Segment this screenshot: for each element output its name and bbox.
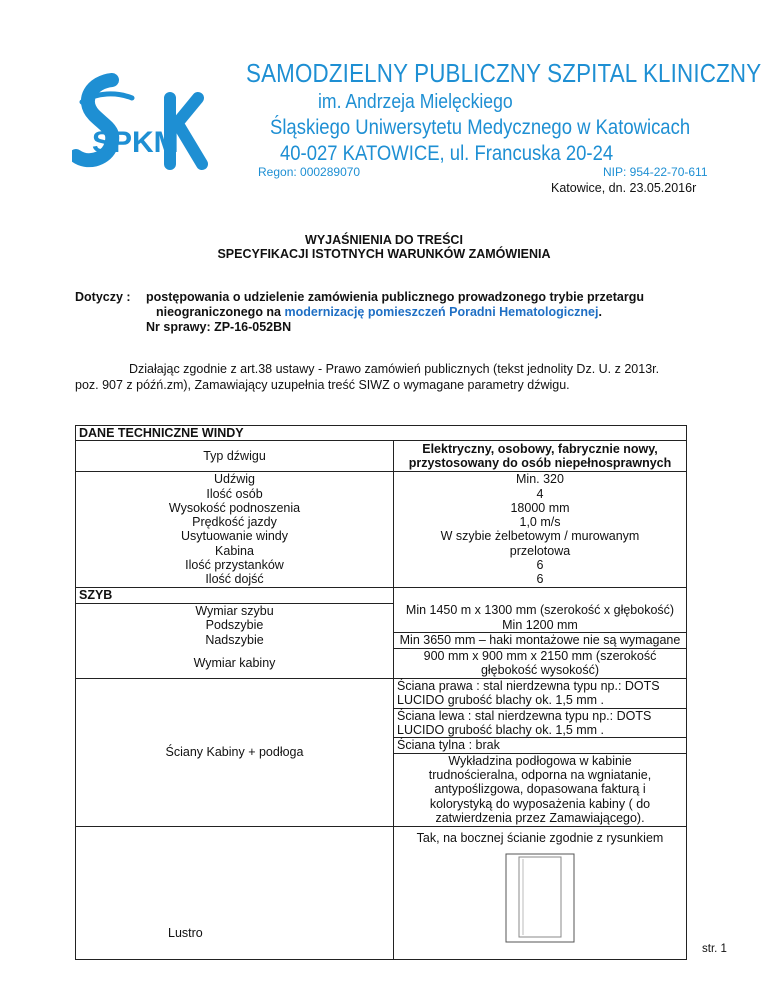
- wall-left: Ściana lewa : stal nierdzewna typu np.: DOTS LUCIDO grubość blachy ok. 1,5 mm .: [394, 708, 687, 738]
- hospital-university: Śląskiego Uniwersytetu Medycznego w Katowicach: [270, 116, 691, 139]
- spec-label: Udźwig: [76, 472, 394, 487]
- hospital-name: SAMODZIELNY PUBLICZNY SZPITAL KLINICZNY: [246, 58, 762, 88]
- spec-label: Usytuowanie windy: [76, 529, 394, 543]
- spec-label: Nadszybie: [76, 633, 394, 648]
- intro-line1: Działając zgodnie z art.38 ustawy - Prawo zamówień publicznych (tekst jednolity Dz. U. z 2013r.: [129, 362, 660, 376]
- section-technical: DANE TECHNICZNE WINDY: [76, 426, 687, 441]
- spec-value: 6: [394, 558, 687, 572]
- mirror-cell: [394, 826, 687, 959]
- intro-line2: poz. 907 z późń.zm), Zamawiający uzupełnia treść SIWZ o wymagane parametry dźwigu.: [75, 378, 570, 392]
- spec-value: przelotowa: [394, 544, 687, 558]
- spec-value: Min 3650 mm – haki montażowe nie są wymagane: [394, 633, 687, 648]
- spec-value: 6: [394, 572, 687, 587]
- subject-link: modernizację pomieszczeń Poradni Hematologicznej: [284, 305, 599, 319]
- subject-label: Dotyczy :: [75, 290, 131, 304]
- spec-value: Min 1200 mm: [394, 618, 687, 633]
- hospital-logo: [72, 60, 242, 180]
- document-title-line2: SPECYFIKACJI ISTOTNYCH WARUNKÓW ZAMÓWIENIA: [217, 247, 551, 261]
- floor-spec: Wykładzina podłogowa w kabinie trudnościeralna, odporna na wgniatanie, antypoślizgowa, dopasowana fakturą i kolorystyką do wyposażenia kabiny ( do zatwierdzenia przez Zamawiającego).: [394, 753, 687, 826]
- regon: Regon: 000289070: [258, 165, 361, 179]
- page-number: str. 1: [702, 943, 727, 955]
- spec-value: 18000 mm: [394, 501, 687, 515]
- spec-value: 900 mm x 900 mm x 2150 mm (szerokość głębokość wysokość): [394, 648, 687, 679]
- spec-label: Wymiar szybu: [76, 603, 394, 618]
- spec-label: Ilość dojść: [76, 572, 394, 587]
- nip: NIP: 954-22-70-611: [603, 165, 708, 179]
- mirror-value: Tak, na bocznej ścianie zgodnie z rysunkiem: [416, 830, 664, 845]
- spec-value: W szybie żelbetowym / murowanym: [394, 529, 687, 543]
- spec-value: 4: [394, 487, 687, 501]
- spec-value: Elektryczny, osobowy, fabrycznie nowy, przystosowany do osób niepełnosprawnych: [394, 441, 687, 472]
- spec-value: Min. 320: [394, 472, 687, 487]
- subject-line2: nieograniczonego na modernizację pomieszczeń Poradni Hematologicznej.: [156, 305, 602, 319]
- spec-label: Ilość osób: [76, 487, 394, 501]
- hospital-address: 40-027 KATOWICE, ul. Francuska 20-24: [280, 142, 614, 165]
- mirror-label: Lustro: [76, 826, 394, 959]
- section-shaft: SZYB: [76, 587, 394, 603]
- spec-value: Min 1450 m x 1300 mm (szerokość x głębokość): [394, 603, 687, 618]
- subject-text: [146, 290, 697, 335]
- spec-label: Kabina: [76, 544, 394, 558]
- spec-label: Ilość przystanków: [76, 558, 394, 572]
- walls-label: Ściany Kabiny + podłoga: [76, 679, 394, 826]
- hospital-patron: im. Andrzeja Mielęckiego: [318, 91, 513, 113]
- spec-value: 1,0 m/s: [394, 515, 687, 529]
- spec-label: Podszybie: [76, 618, 394, 633]
- mirror-drawing-icon: [505, 853, 575, 943]
- wall-back: Ściana tylna : brak: [394, 738, 687, 753]
- intro-paragraph: [75, 361, 695, 393]
- subject-line1: postępowania o udzielenie zamówienia publicznego prowadzonego trybie przetargu: [146, 290, 644, 304]
- document-title-line1: WYJAŚNIENIA DO TREŚCI: [305, 233, 463, 247]
- logo-text: SPKM: [92, 126, 179, 159]
- case-number: Nr sprawy: ZP-16-052BN: [146, 320, 292, 334]
- spec-label: Wysokość podnoszenia: [76, 501, 394, 515]
- wall-right: Ściana prawa : stal nierdzewna typu np.: DOTS LUCIDO grubość blachy ok. 1,5 mm .: [394, 679, 687, 709]
- document-date: Katowice, dn. 23.05.2016r: [551, 181, 697, 195]
- spec-label: Wymiar kabiny: [76, 648, 394, 679]
- spec-label: Prędkość jazdy: [76, 515, 394, 529]
- spec-label: Typ dźwigu: [76, 441, 394, 472]
- elevator-spec-table: [75, 425, 687, 960]
